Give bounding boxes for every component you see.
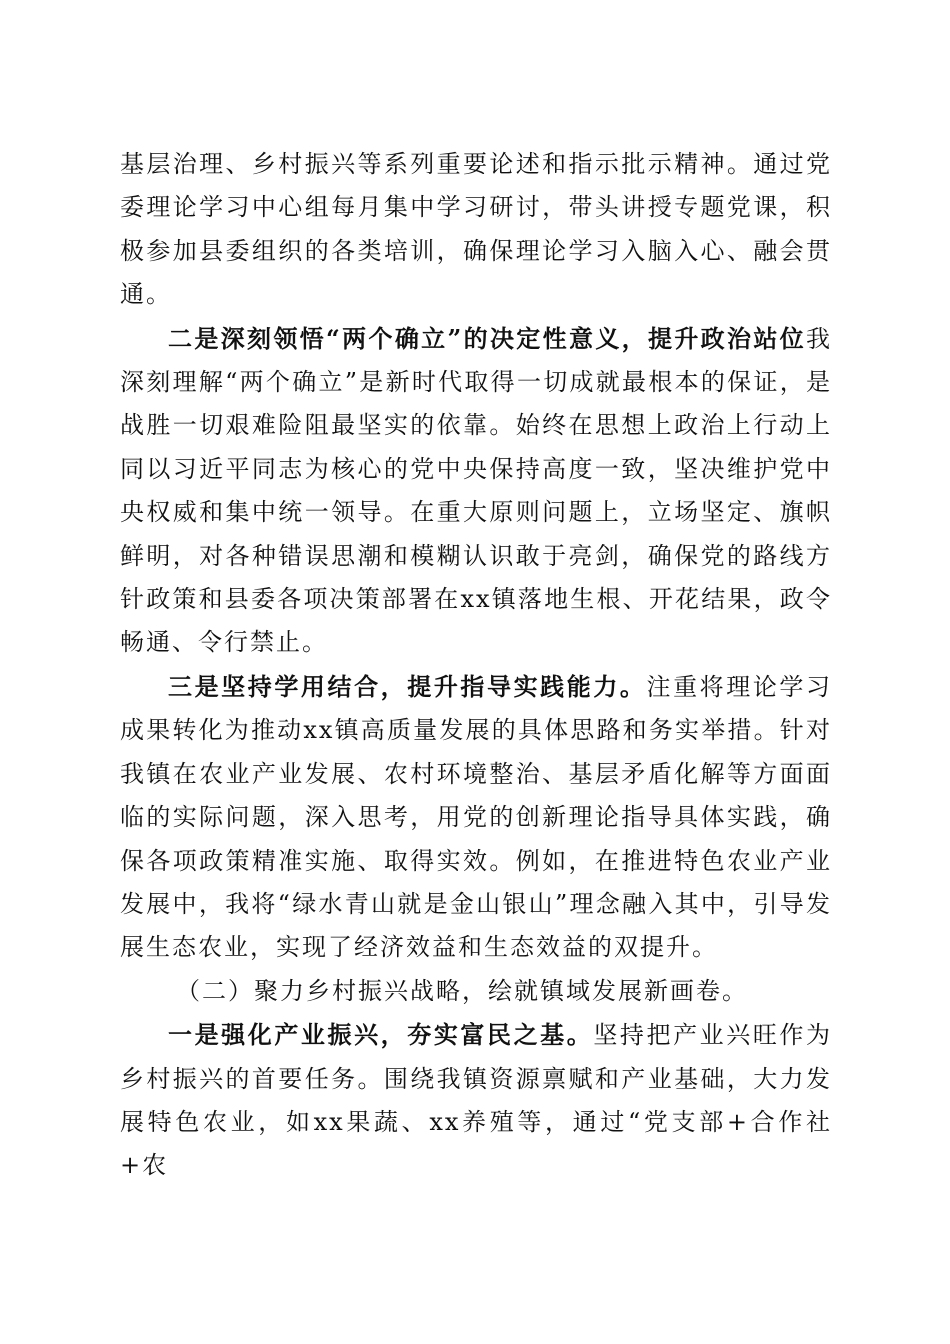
section-subtitle	[120, 970, 832, 1013]
paragraph-text: 坚持把产业兴旺作为乡村振兴的首要任务。围绕我镇资源禀赋和产业基础，大力发展特色农业，如xx果蔬、xx养殖等，通过“党支部+合作社+农	[120, 1021, 833, 1180]
paragraph-text: 注重将理论学习成果转化为推动xx镇高质量发展的具体思路和务实举措。针对我镇在农业产业发展、农村环境整治、基层矛盾化解等方面面临的实际问题，深入思考，用党的创新理论指导具体实践，确保各项政策精准实施、取得实效。例如，在推进特色农业产业发展中，我将“绿水青山就是金山银山”理念融入其中，引导发展生态农业，实现了经济效益和生态效益的双提升。	[120, 672, 832, 962]
paragraph-learning-practice	[120, 665, 832, 970]
paragraph-text: 基层治理、乡村振兴等系列重要论述和指示批示精神。通过党委理论学习中心组每月集中学习研讨，带头讲授专题党课，积极参加县委组织的各类培训，确保理论学习入脑入心、融会贯通。	[120, 150, 832, 309]
paragraph-continuation	[120, 143, 832, 317]
document-body	[120, 143, 832, 1188]
paragraph-industry-revitalization	[120, 1013, 832, 1188]
paragraph-two-establishments	[120, 317, 832, 665]
section-subtitle-text: （二）聚力乡村振兴战略，绘就镇域发展新画卷。	[176, 976, 748, 1005]
paragraph-text: 我深刻理解“两个确立”是新时代取得一切成就最根本的保证，是战胜一切艰难险阻最坚实的依靠。始终在思想上政治上行动上同以习近平同志为核心的党中央保持高度一致，坚决维护党中央权威和集中统一领导。在重大原则问题上，立场坚定、旗帜鲜明，对各种错误思潮和模糊认识敢于亮剑，确保党的路线方针政策和县委各项决策部署在xx镇落地生根、开花结果，政令畅通、令行禁止。	[120, 324, 832, 657]
point-heading: 一是强化产业振兴，夯实富民之基。	[168, 1020, 594, 1050]
point-heading: 三是坚持学用结合，提升指导实践能力。	[168, 671, 647, 701]
point-heading: 二是深刻领悟“两个确立”的决定性意义，提升政治站位	[168, 323, 806, 353]
